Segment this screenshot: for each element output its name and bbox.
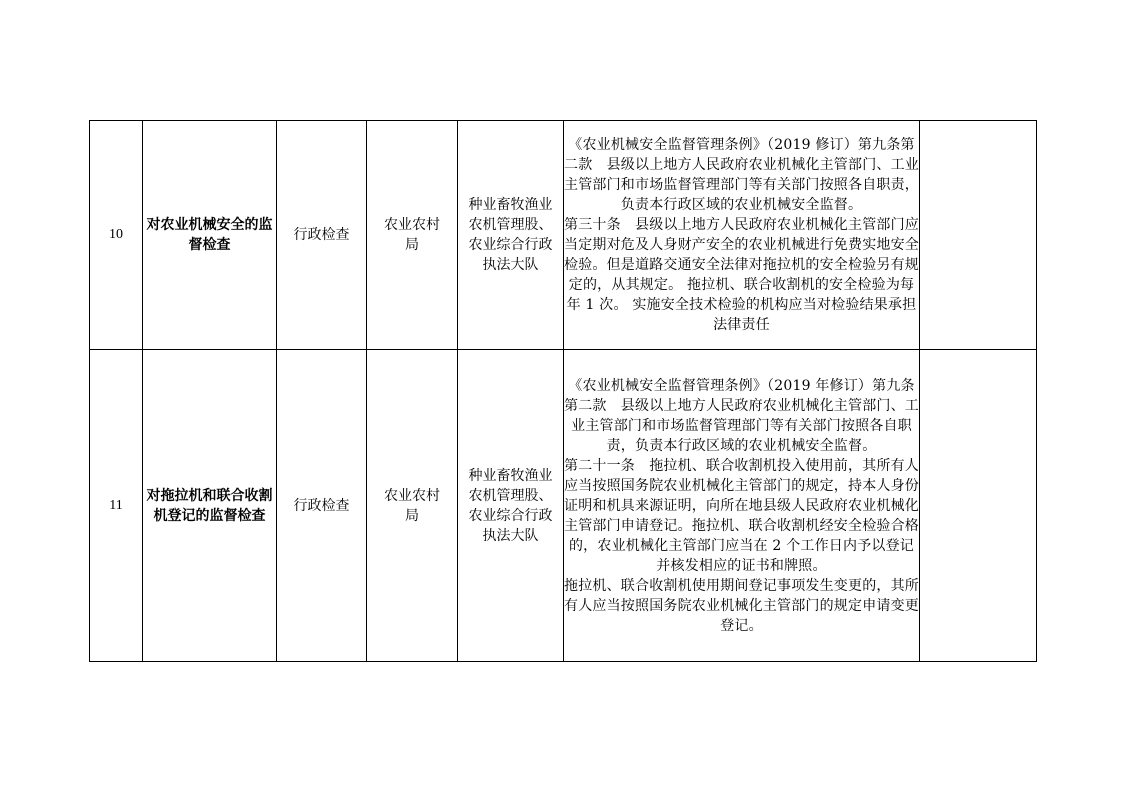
item-note xyxy=(920,350,1037,662)
item-number: 11 xyxy=(90,350,143,662)
item-category: 行政检查 xyxy=(277,121,367,350)
item-name xyxy=(143,121,277,350)
item-department xyxy=(367,350,458,662)
item-unit-text: 种业畜牧渔业农机管理股、农业综合行政执法大队 xyxy=(468,467,553,544)
item-name xyxy=(143,350,277,662)
legal-basis-paragraph: 《农业机械安全监督管理条例》（2019 修订）第九条第二款 县级以上地方人民政府农业机械化主管部门、工业主管部门和市场监督管理部门等有关部门按照各自职责，负责本行政区域的农业机械安全监督。 xyxy=(564,137,919,213)
table-row xyxy=(90,121,1037,350)
item-name-text: 对农业机械安全的监督检查 xyxy=(146,217,273,253)
legal-basis-paragraph: 拖拉机、联合收割机使用期间登记事项发生变更的，其所有人应当按照国务院农业机械化主管部门的规定申请变更登记。 xyxy=(564,577,919,634)
legal-basis-paragraph: 第二十一条 拖拉机、联合收割机投入使用前，其所有人应当按照国务院农业机械化主管部门的规定，持本人身份证明和机具来源证明，向所在地县级人民政府农业机械化主管部门申请登记。拖拉机、联合收割机经安全检验合格的，农业机械化主管部门应当在 2 个工作日内予以登记并核发相应的证书和牌照。 xyxy=(564,457,919,574)
item-unit xyxy=(458,350,564,662)
item-category: 行政检查 xyxy=(277,350,367,662)
item-department-text: 农业农村局 xyxy=(384,217,440,253)
item-unit-text: 种业畜牧渔业农机管理股、农业综合行政执法大队 xyxy=(468,197,553,273)
item-note xyxy=(920,121,1037,350)
item-legal-basis xyxy=(564,121,920,350)
item-department xyxy=(367,121,458,350)
table-row xyxy=(90,350,1037,662)
item-name-text: 对拖拉机和联合收割机登记的监督检查 xyxy=(146,487,273,524)
item-number: 10 xyxy=(90,121,143,350)
inspection-items-table xyxy=(89,120,1037,662)
item-legal-basis xyxy=(564,350,920,662)
item-department-text: 农业农村局 xyxy=(384,487,440,524)
legal-basis-paragraph: 《农业机械安全监督管理条例》（2019 年修订）第九条第二款 县级以上地方人民政府农业机械化主管部门、工业主管部门和市场监督管理部门等有关部门按照各自职责，负责本行政区域的农业机械安全监督。 xyxy=(564,377,919,454)
item-unit xyxy=(458,121,564,350)
legal-basis-paragraph: 第三十条 县级以上地方人民政府农业机械化主管部门应当定期对危及人身财产安全的农业机械进行免费实地安全检验。但是道路交通安全法律对拖拉机的安全检验另有规定的，从其规定。 拖拉机、联合收割机的安全检验为每年 1 次。 实施安全技术检验的机构应当对检验结果承担法律责任 xyxy=(564,217,919,333)
